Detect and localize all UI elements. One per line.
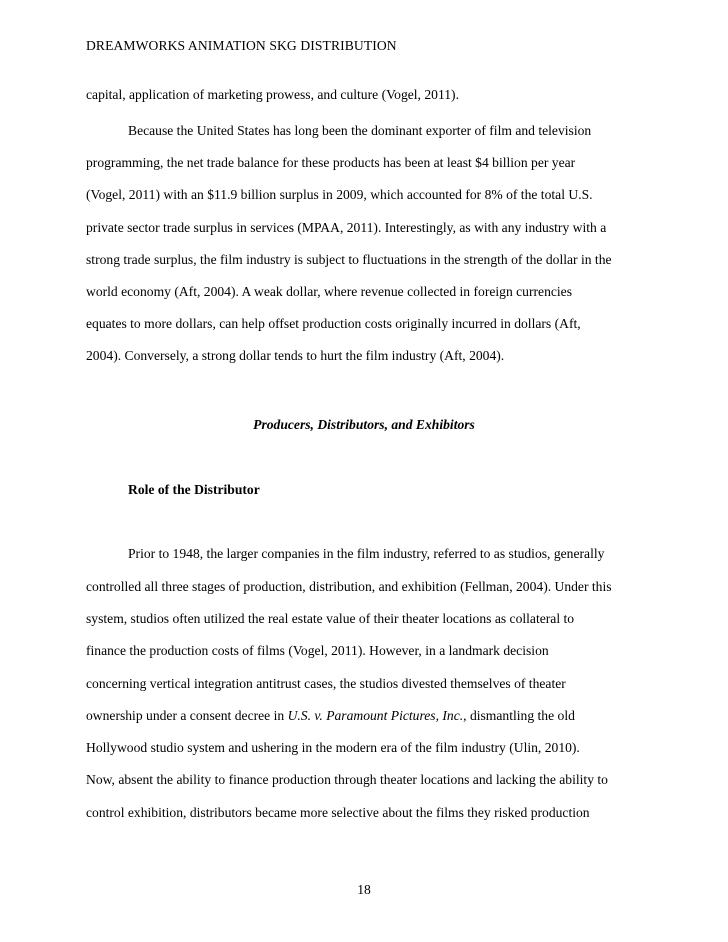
body-line: capital, application of marketing prowess, and culture (Vogel, 2011). xyxy=(86,87,459,102)
body-line xyxy=(86,709,575,723)
body-text: ownership under a consent decree in xyxy=(86,708,288,723)
body-line: concerning vertical integration antitrust cases, the studios divested themselves of theater xyxy=(86,676,566,691)
body-line: Now, absent the ability to finance production through theater locations and lacking the ability to xyxy=(86,772,608,787)
running-head: DREAMWORKS ANIMATION SKG DISTRIBUTION xyxy=(86,38,397,53)
body-line: Hollywood studio system and ushering in the modern era of the film industry (Ulin, 2010). xyxy=(86,740,580,755)
body-line: finance the production costs of films (Vogel, 2011). However, in a landmark decision xyxy=(86,643,549,658)
body-line: (Vogel, 2011) with an $11.9 billion surplus in 2009, which accounted for 8% of the total U.S. xyxy=(86,187,593,202)
body-line: Because the United States has long been the dominant exporter of film and television xyxy=(128,123,592,138)
body-line: Prior to 1948, the larger companies in the film industry, referred to as studios, generally xyxy=(128,546,605,561)
body-line: world economy (Aft, 2004). A weak dollar, where revenue collected in foreign currencies xyxy=(86,284,573,299)
section-heading: Producers, Distributors, and Exhibitors xyxy=(253,417,475,432)
case-name: U.S. v. Paramount Pictures, Inc. xyxy=(287,708,464,723)
body-line: equates to more dollars, can help offset production costs originally incurred in dollars (Aft, xyxy=(86,316,581,331)
body-line: control exhibition, distributors became more selective about the films they risked production xyxy=(86,805,590,820)
body-line: 2004). Conversely, a strong dollar tends to hurt the film industry (Aft, 2004). xyxy=(86,348,505,363)
body-line: private sector trade surplus in services (MPAA, 2011). Interestingly, as with any industry with a xyxy=(86,220,607,235)
body-line: programming, the net trade balance for these products has been at least $4 billion per year xyxy=(86,155,576,170)
body-text: , dismantling the old xyxy=(463,708,575,723)
page-number: 18 xyxy=(357,882,371,897)
body-line: system, studios often utilized the real estate value of their theater locations as collateral to xyxy=(86,611,575,626)
body-line: strong trade surplus, the film industry is subject to fluctuations in the strength of the dollar in the xyxy=(86,252,612,267)
subsection-heading: Role of the Distributor xyxy=(128,482,260,497)
body-line: controlled all three stages of production, distribution, and exhibition (Fellman, 2004). Under this xyxy=(86,579,612,594)
